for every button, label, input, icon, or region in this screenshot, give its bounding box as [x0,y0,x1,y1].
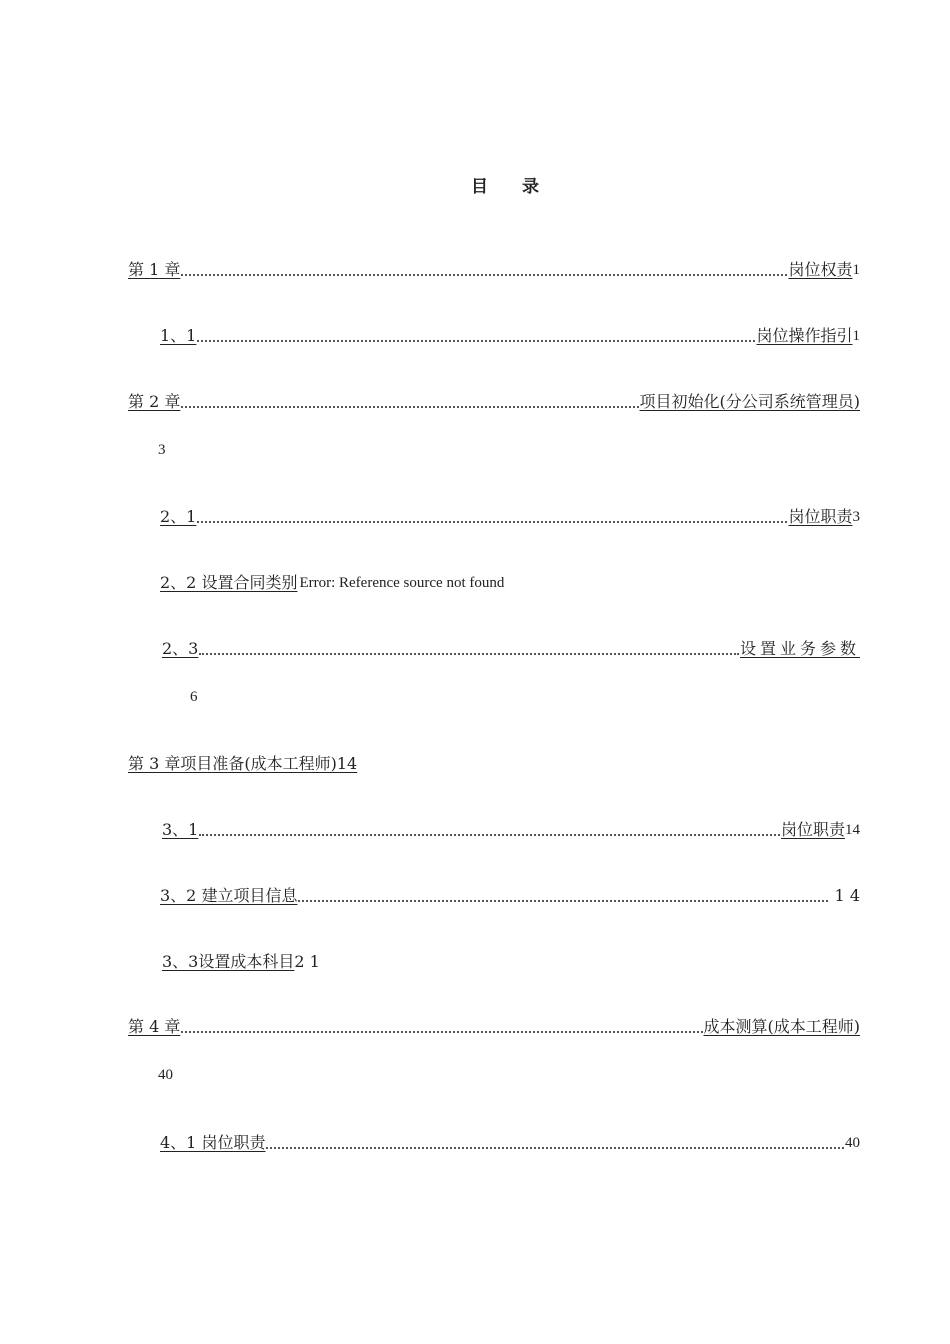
toc-page: 40 [845,1135,860,1151]
toc-page: 1 4 [834,886,860,905]
toc-leader [199,641,739,655]
toc-label: 第 4 章 [128,1017,181,1036]
toc-entry-4-1[interactable] [160,1131,860,1153]
toc-title: 目 录 [471,177,553,197]
toc-heading: 岗位权责 [788,260,853,279]
toc-leader [197,509,787,523]
toc-heading: 成本测算(成本工程师) [703,1017,860,1036]
toc-page-error: Error: Reference source not found [299,575,505,591]
toc-page: 3 [852,509,860,525]
toc-page-wrapped: 6 [190,689,198,705]
toc-entry-3-1[interactable] [162,818,860,840]
toc-leader [266,1135,844,1149]
toc-page-wrapped: 40 [158,1067,173,1083]
toc-label: 3、1 [162,820,199,839]
toc-leader [181,394,638,408]
toc-heading: 岗位职责 [780,820,845,839]
toc-label: 2、3 [162,639,199,658]
toc-label: 3、3设置成本科目 [162,952,295,971]
toc-label: 3、2 建立项目信息 [160,886,298,905]
toc-heading: 项目初始化(分公司系统管理员) [639,392,860,411]
toc-leader [298,888,827,902]
toc-entry-2-3[interactable] [162,637,860,659]
toc-label: 4、1 岗位职责 [160,1133,266,1152]
toc-leader [199,822,780,836]
toc-heading: 设置业务参数 [739,639,860,658]
toc-entry-ch3[interactable] [128,752,860,774]
toc-heading: 岗位职责 [788,507,853,526]
toc-entry-ch1[interactable] [128,258,860,280]
toc-page: 1 [852,328,860,344]
toc-entry-2-1[interactable] [160,505,860,527]
toc-label: 2、2 设置合同类别 [160,573,298,592]
toc-label: 第 1 章 [128,260,181,279]
toc-entry-3-2[interactable] [160,884,860,906]
toc-label: 2、1 [160,507,197,526]
toc-label: 第 3 章项目准备(成本工程师)14 [128,754,358,773]
toc-entry-1-1[interactable] [160,324,860,346]
toc-entry-3-3[interactable] [162,950,860,972]
toc-label: 1、1 [160,326,197,345]
toc-page-wrapped: 3 [158,442,166,458]
toc-heading: 岗位操作指引 [756,326,853,345]
toc-page: 1 [852,262,860,278]
toc-page: 2 1 [294,952,320,971]
toc-entry-ch2[interactable] [128,390,860,412]
toc-entry-2-2[interactable] [160,571,860,593]
toc-leader [197,328,755,342]
toc-entry-ch4[interactable] [128,1015,860,1037]
toc-leader [181,262,787,276]
toc-leader [181,1019,702,1033]
toc-page: 14 [845,822,860,838]
toc-label: 第 2 章 [128,392,181,411]
